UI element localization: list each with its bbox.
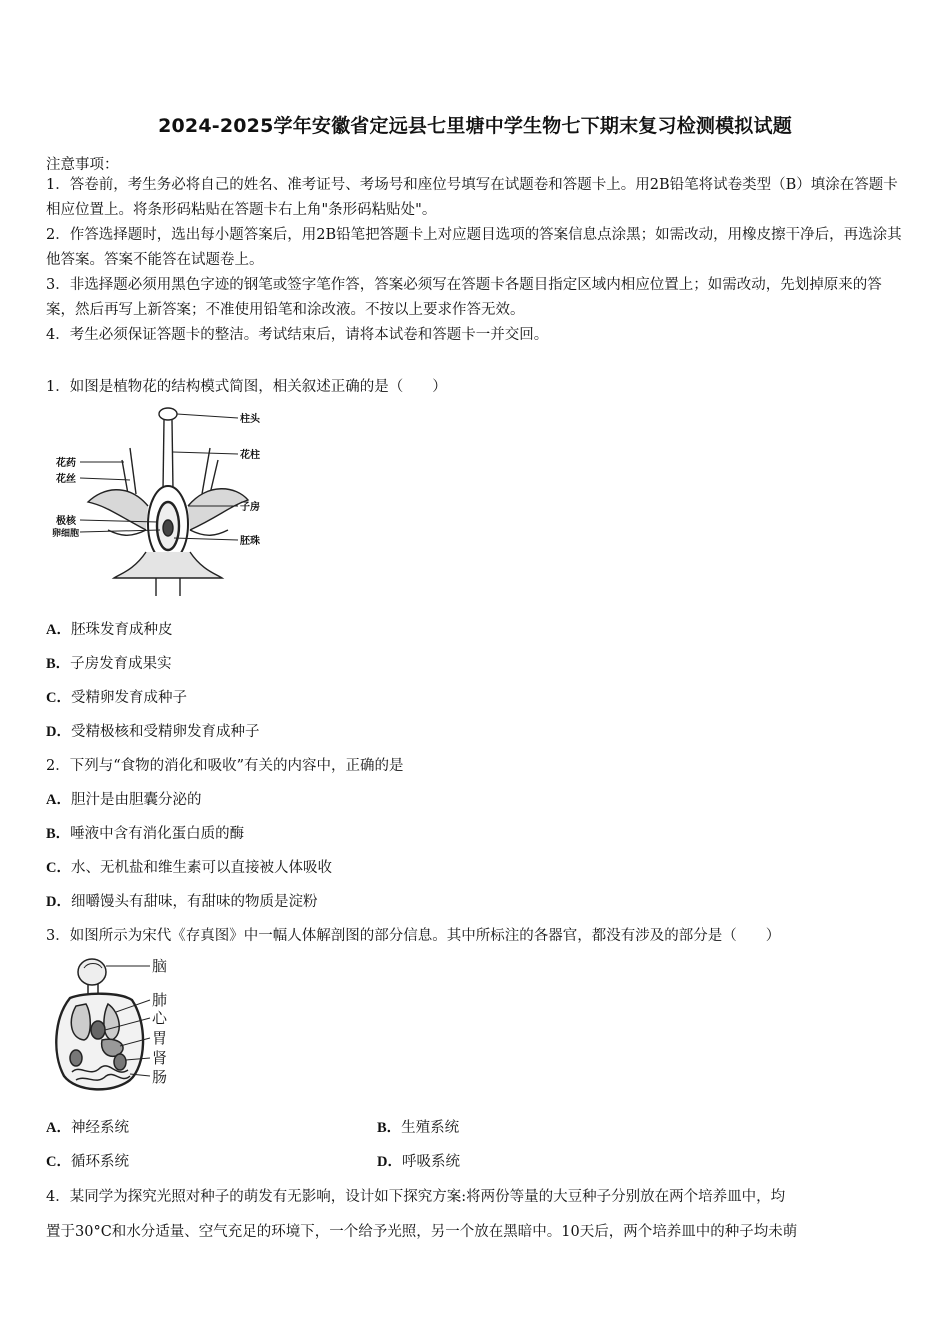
notice-item-3: 3．非选择题必须用黑色字迹的钢笔或签字笔作答，答案必须写在答题卡各题目指定区域内相应位置上；如需改动，先划掉原来的答案，然后再写上新答案；不准使用铅笔和涂改液。不按以上要求作答无效。 bbox=[46, 277, 882, 318]
figure-label-kidney: 肾 bbox=[152, 1049, 168, 1067]
q2-option-d: D．细嚼馒头有甜味，有甜味的物质是淀粉 bbox=[46, 894, 318, 910]
exam-title: 2024-2025学年安徽省定远县七里塘中学生物七下期末复习检测模拟试题 bbox=[158, 115, 792, 137]
flower-structure-figure bbox=[50, 402, 280, 598]
q2-option-c: C．水、无机盐和维生素可以直接被人体吸收 bbox=[46, 860, 332, 876]
figure-label-filament: 花丝 bbox=[56, 474, 76, 485]
figure-label-brain: 脑 bbox=[152, 957, 168, 975]
figure-label-style: 花柱 bbox=[240, 450, 260, 461]
figure-label-lung: 肺 bbox=[152, 991, 168, 1009]
notice-item-1: 1．答卷前，考生务必将自己的姓名、准考证号、考场号和座位号填写在试题卷和答题卡上。用2B铅笔将试卷类型（B）填涂在答题卡相应位置上。将条形码粘贴在答题卡右上角"条形码粘贴处"。 bbox=[46, 177, 898, 218]
q3-option-c: C．循环系统 bbox=[46, 1154, 129, 1170]
notice-item-4: 4．考生必须保证答题卡的整洁。考试结束后，请将本试卷和答题卡一并交回。 bbox=[46, 327, 549, 343]
q1-option-c: C．受精卵发育成种子 bbox=[46, 690, 187, 706]
q1-option-a: A．胚珠发育成种皮 bbox=[46, 622, 173, 638]
q3-stem: 3．如图所示为宋代《存真图》中一幅人体解剖图的部分信息。其中所标注的各器官，都没有涉及的部分是（ ） bbox=[46, 928, 781, 944]
q1-option-b: B．子房发育成果实 bbox=[46, 656, 172, 672]
figure-label-intestine: 肠 bbox=[152, 1068, 168, 1086]
figure-label-polar-nuclei: 极核 bbox=[56, 516, 76, 527]
q3-option-a: A．神经系统 bbox=[46, 1120, 129, 1136]
q3-option-b: B．生殖系统 bbox=[377, 1120, 460, 1136]
figure-label-stomach: 胃 bbox=[152, 1029, 168, 1047]
q1-option-d: D．受精极核和受精卵发育成种子 bbox=[46, 724, 260, 740]
q2-stem: 2．下列与“食物的消化和吸收”有关的内容中，正确的是 bbox=[46, 758, 404, 774]
notice-heading: 注意事项： bbox=[46, 157, 119, 173]
figure-label-heart: 心 bbox=[152, 1009, 168, 1027]
q1-stem: 1．如图是植物花的结构模式简图，相关叙述正确的是（ ） bbox=[46, 379, 447, 395]
figure-label-anther: 花药 bbox=[56, 458, 76, 469]
figure-label-stigma: 柱头 bbox=[240, 414, 260, 425]
q2-option-a: A．胆汁是由胆囊分泌的 bbox=[46, 792, 202, 808]
anatomy-figure bbox=[50, 954, 190, 1094]
notice-item-2: 2．作答选择题时，选出每小题答案后，用2B铅笔把答题卡上对应题目选项的答案信息点涂黑；如需改动，用橡皮擦干净后，再选涂其他答案。答案不能答在试题卷上。 bbox=[46, 227, 902, 268]
figure-label-ovary: 子房 bbox=[240, 502, 260, 513]
figure-label-ovule: 胚珠 bbox=[240, 536, 260, 547]
q3-option-d: D．呼吸系统 bbox=[377, 1154, 460, 1170]
figure-label-egg-cell: 卵细胞 bbox=[52, 529, 80, 539]
q4-line-1: 4．某同学为探究光照对种子的萌发有无影响，设计如下探究方案:将两份等量的大豆种子分别放在两个培养皿中，均 bbox=[46, 1189, 786, 1205]
q2-option-b: B．唾液中含有消化蛋白质的酶 bbox=[46, 826, 245, 842]
q4-line-2: 置于30°C和水分适量、空气充足的环境下，一个给予光照，另一个放在黑暗中。10天后，两个培养皿中的种子均未萌 bbox=[46, 1224, 798, 1240]
